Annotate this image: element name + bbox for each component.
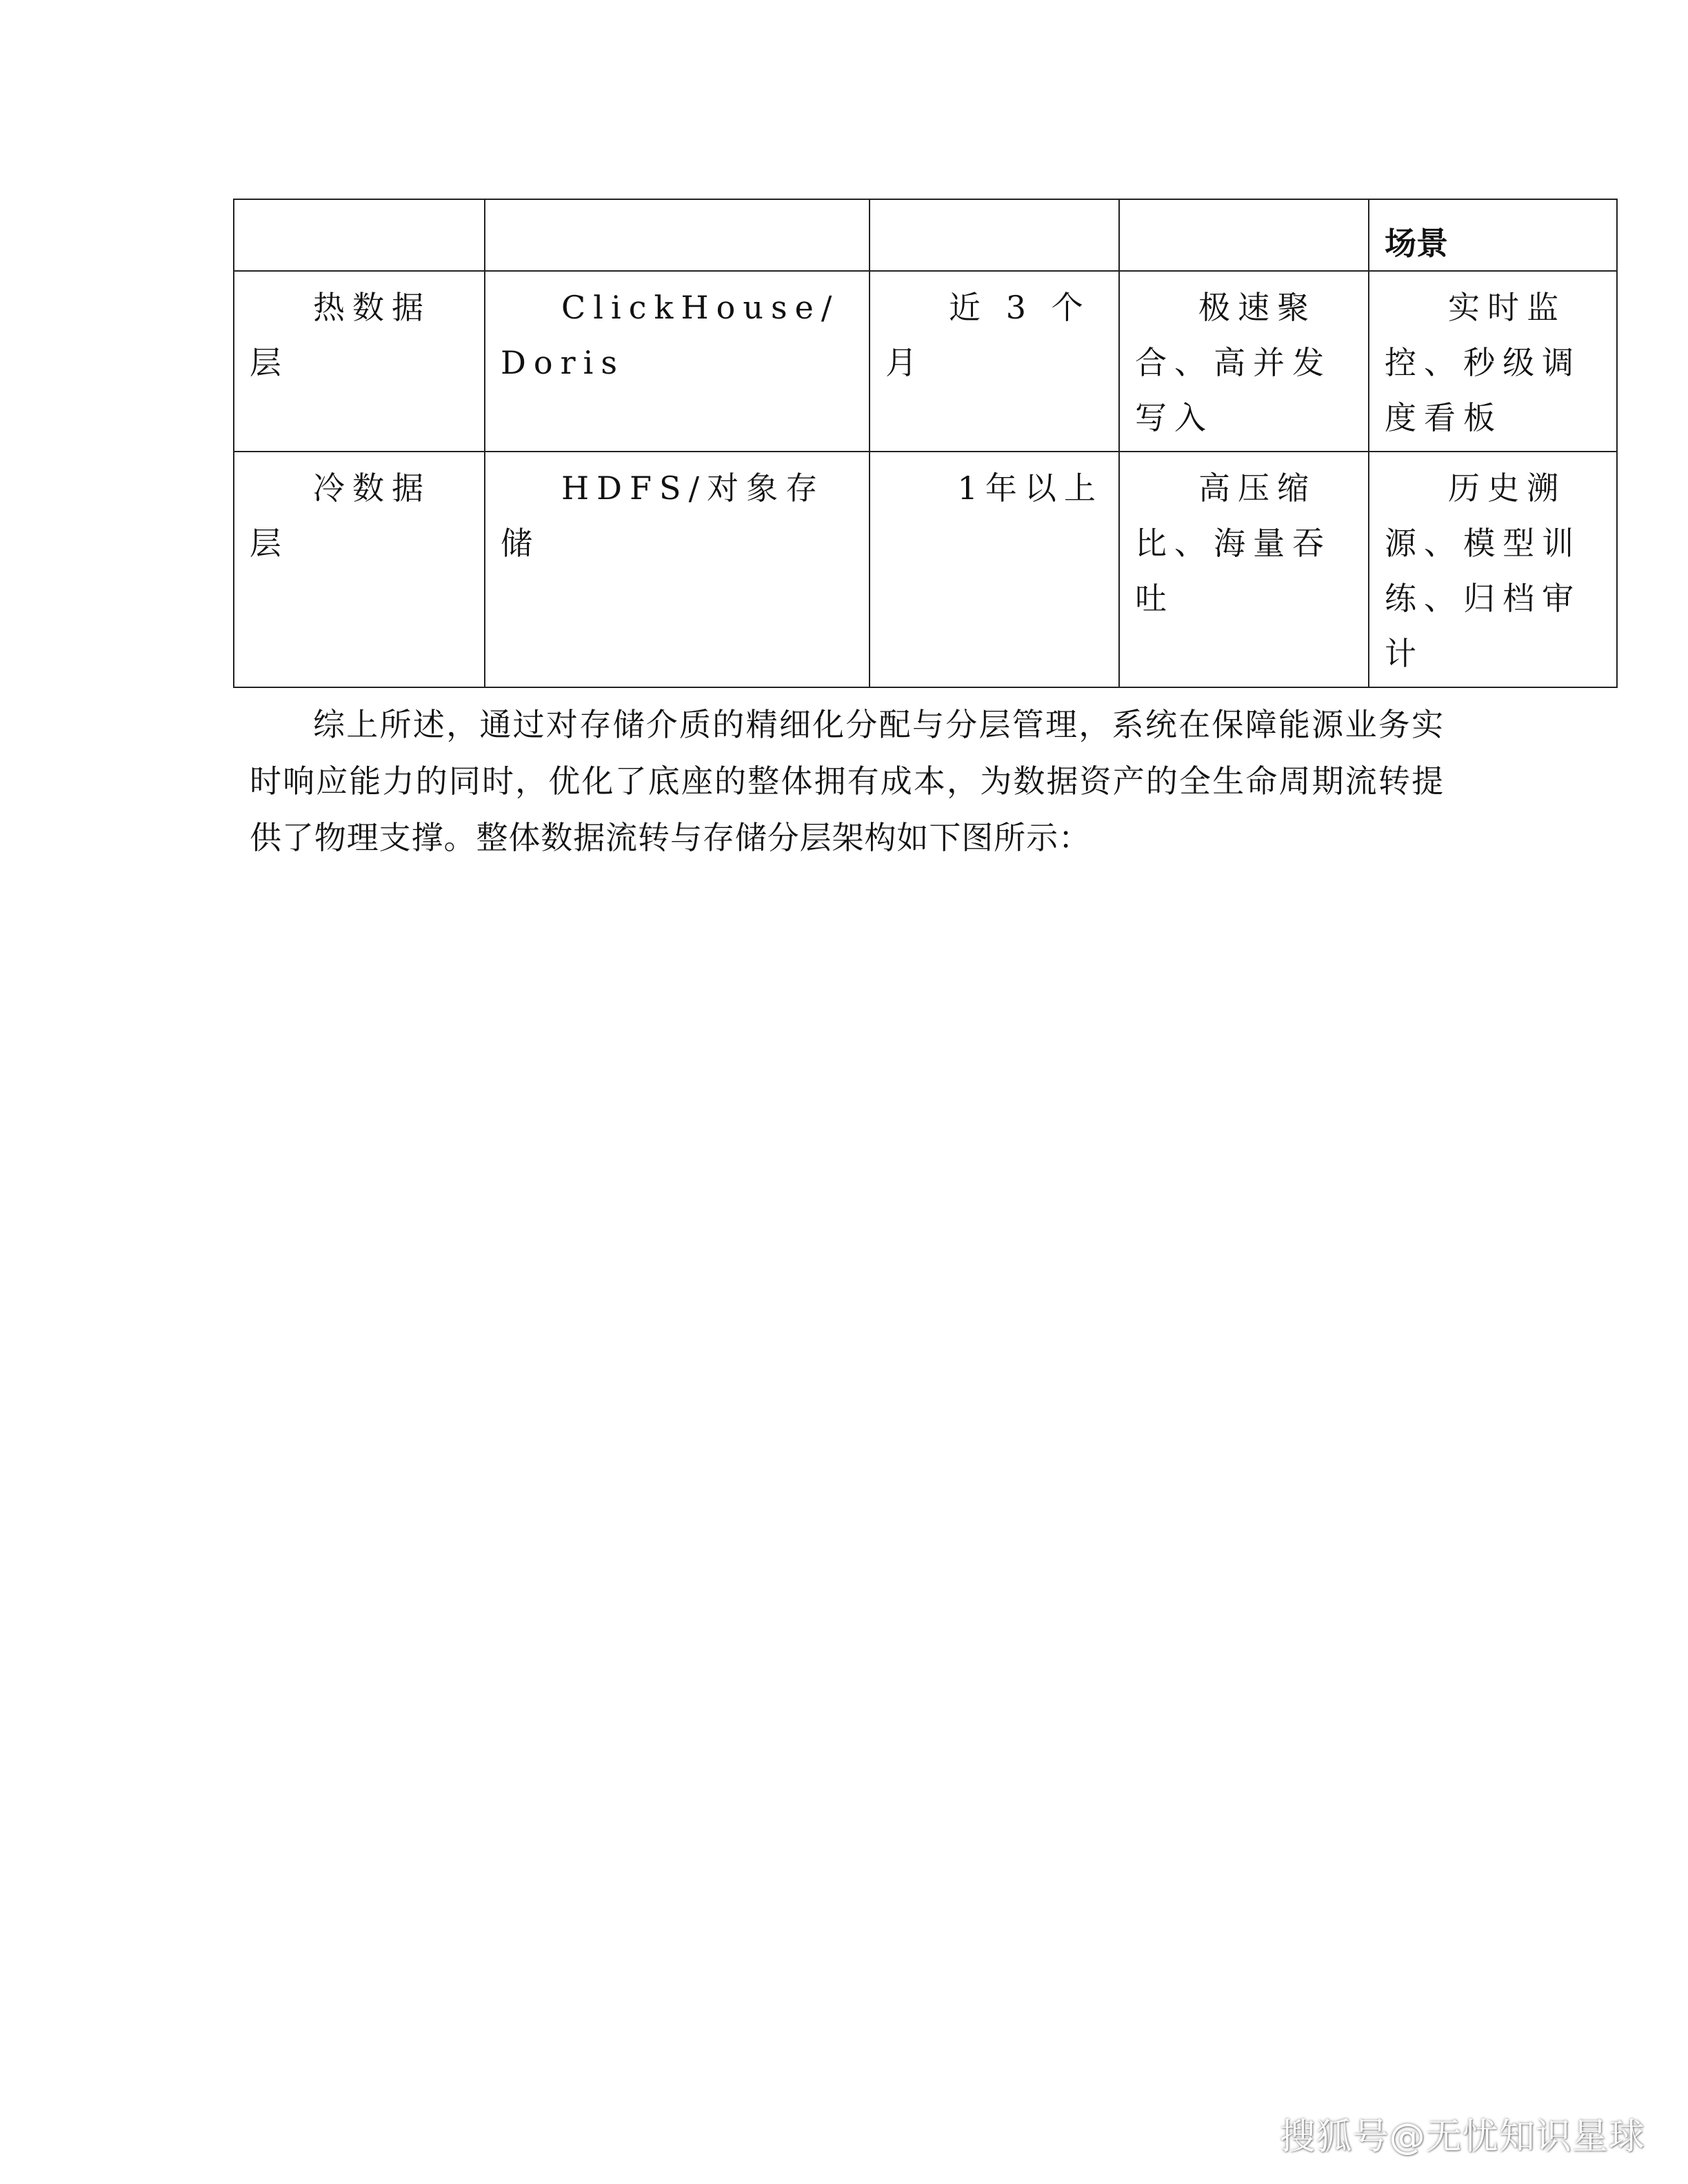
- storage-tier-table: [233, 199, 1618, 688]
- engine-cell: HDFS/对象存储: [485, 452, 870, 687]
- table-row: [234, 452, 1617, 687]
- watermark-text: 搜狐号@无忧知识星球: [1279, 2116, 1645, 2158]
- scenario-cell: 历史溯源、模型训练、归档审计: [1369, 452, 1617, 687]
- table-row: [234, 271, 1617, 452]
- engine-cell: ClickHouse/Doris: [485, 271, 870, 452]
- scenario-cell: 实时监控、秒级调度看板: [1369, 271, 1617, 452]
- summary-paragraph: 综上所述，通过对存储介质的精细化分配与分层管理，系统在保障能源业务实时响应能力的同时，优化了底座的整体拥有成本，为数据资产的全生命周期流转提供了物理支撑。整体数据流转与存储分层架构如下图所示：: [250, 706, 1444, 856]
- tier-cell: 冷数据层: [234, 452, 485, 687]
- table-header-row: [234, 199, 1617, 271]
- header-cell-feature: [1119, 199, 1369, 271]
- header-cell-engine: [485, 199, 870, 271]
- retention-cell: 近 3 个月: [870, 271, 1119, 452]
- header-cell-scenario: 场景: [1369, 199, 1617, 271]
- feature-cell: 极速聚合、高并发写入: [1119, 271, 1369, 452]
- retention-cell: 1年以上: [870, 452, 1119, 687]
- feature-cell: 高压缩比、海量吞吐: [1119, 452, 1369, 687]
- header-cell-retention: [870, 199, 1119, 271]
- header-cell-tier: [234, 199, 485, 271]
- tier-cell: 热数据层: [234, 271, 485, 452]
